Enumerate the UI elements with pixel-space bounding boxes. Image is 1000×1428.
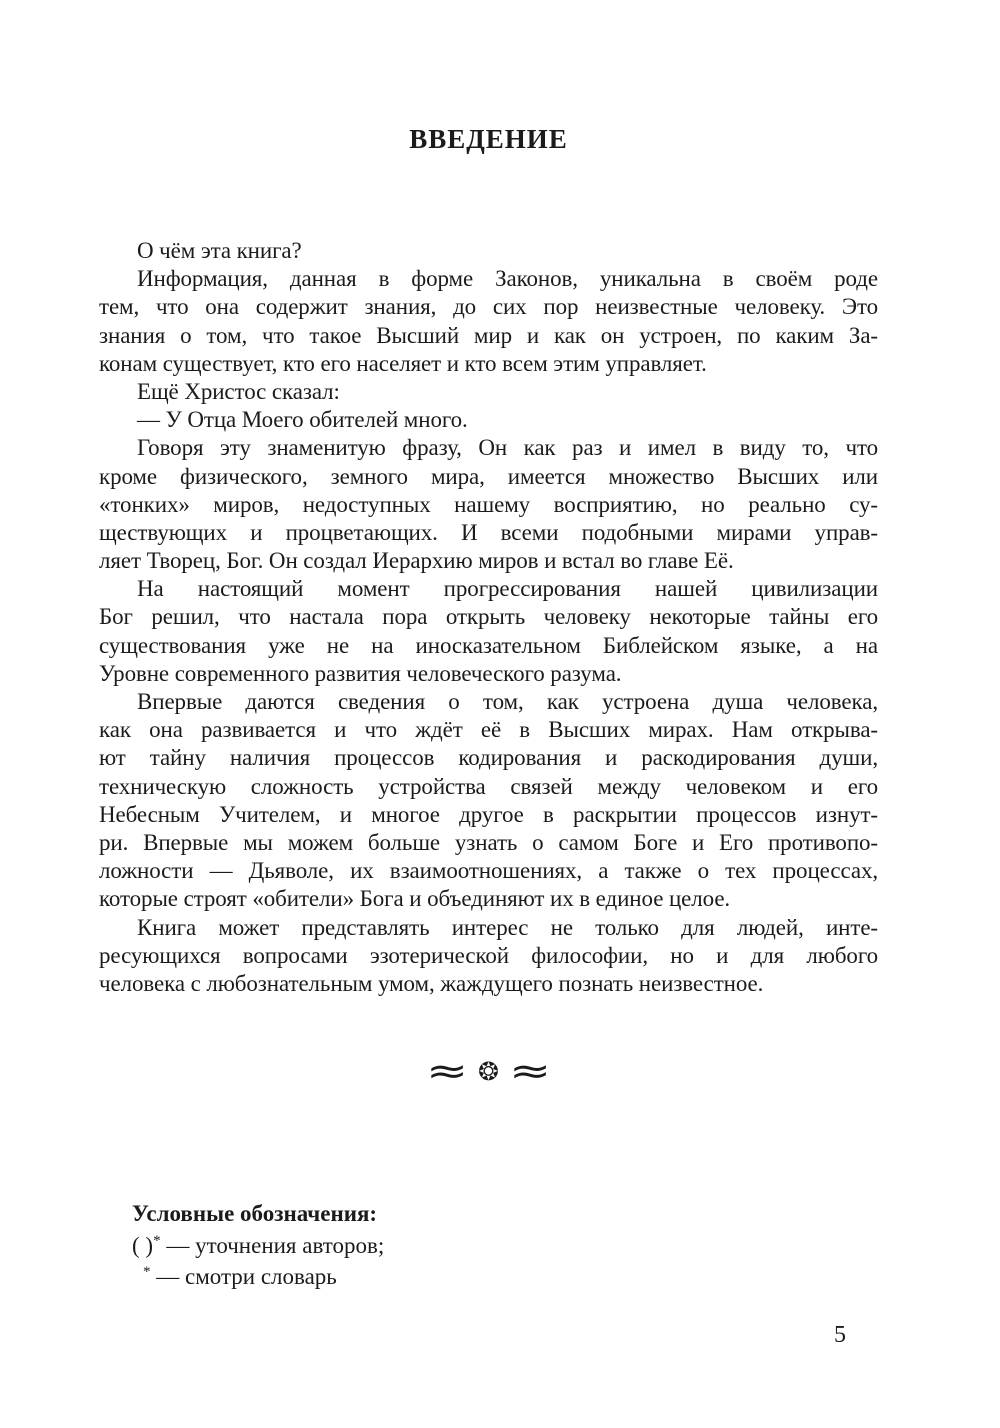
text-line: Небесным Учителем, и многое другое в раскрытии процессов изнут-: [99, 801, 878, 827]
swash-ornament-right-icon: ≈: [508, 1051, 552, 1092]
text-line: ляет Творец, Бог. Он создал Иерархию миров и встал во главе Её.: [99, 548, 734, 574]
text-line: — У Отца Моего обителей много.: [137, 407, 468, 433]
asterisk-marker: *: [143, 1264, 151, 1281]
text-line: как она развивается и что ждёт её в Высших мирах. Нам открыва-: [99, 717, 878, 743]
text-line: конам существует, кто его населяет и кто всем этим управляет.: [99, 350, 707, 376]
text-line: На настоящий момент прогрессирования нашей цивилизации: [137, 576, 878, 602]
text-line: Бог решил, что настала пора открыть человеку некоторые тайны его: [99, 604, 878, 630]
legend: [132, 1200, 384, 1291]
asterisk-marker: *: [153, 1232, 161, 1249]
text-line: которые строят «обители» Бога и объединяют их в единое целое.: [99, 886, 731, 912]
text-line: «тонких» миров, недоступных нашему восприятию, но реально су-: [99, 491, 878, 517]
section-divider: [99, 1050, 878, 1094]
legend-item-pre: ( ): [132, 1232, 154, 1258]
text-line: человека с любознательным умом, жаждущего познать неизвестное.: [99, 970, 764, 996]
legend-item-text: — смотри словарь: [150, 1264, 337, 1290]
text-line: техническую сложность устройства связей между человеком и его: [99, 773, 878, 799]
paragraphs: [99, 237, 878, 998]
page-number: 5: [834, 1322, 846, 1348]
chapter-title: ВВЕДЕНИЕ: [409, 124, 568, 154]
text-line: Ещё Христос сказал:: [137, 378, 340, 404]
text-line: тем, что она содержит знания, до сих пор неизвестные человеку. Это: [99, 294, 878, 320]
swash-ornament-left-icon: ≈: [425, 1051, 469, 1092]
text-line: ют тайну наличия процессов кодирования и раскодирования души,: [99, 745, 878, 771]
text-line: существования уже не на иносказательном Библейском языке, а на: [99, 632, 878, 658]
text-line: ложности — Дьяволе, их взаимоотношениях, а также о тех процессах,: [99, 858, 878, 884]
text-line: Информация, данная в форме Законов, уникальна в своём роде: [137, 266, 878, 292]
text-line: Говоря эту знаменитую фразу, Он как раз и имел в виду то, что: [137, 435, 878, 461]
text-line: знания о том, что такое Высший мир и как он устроен, по каким За-: [99, 322, 878, 348]
text-line: Впервые даются сведения о том, как устроена душа человека,: [137, 689, 878, 714]
text-line: Книга может представлять интерес не только для людей, инте-: [137, 914, 878, 940]
flower-ornament-icon: ❂: [478, 1057, 499, 1086]
text-line: ресующихся вопросами эзотерической философии, но и для любого: [99, 942, 878, 968]
text-line: О чём эта книга?: [137, 238, 302, 263]
legend-item: [132, 1228, 384, 1260]
legend-heading: Условные обозначения:: [132, 1201, 378, 1226]
legend-item-text: — уточнения авторов;: [160, 1232, 385, 1258]
text-line: ри. Впервые мы можем больше узнать о самом Боге и Его противопо-: [99, 829, 878, 855]
legend-item: [132, 1259, 384, 1291]
text-line: ществующих и процветающих. И всеми подобными мирами управ-: [99, 519, 878, 545]
text-line: Уровне современного развития человеческого разума.: [99, 660, 622, 686]
text-line: кроме физического, земного мира, имеется множество Высших или: [99, 463, 878, 489]
